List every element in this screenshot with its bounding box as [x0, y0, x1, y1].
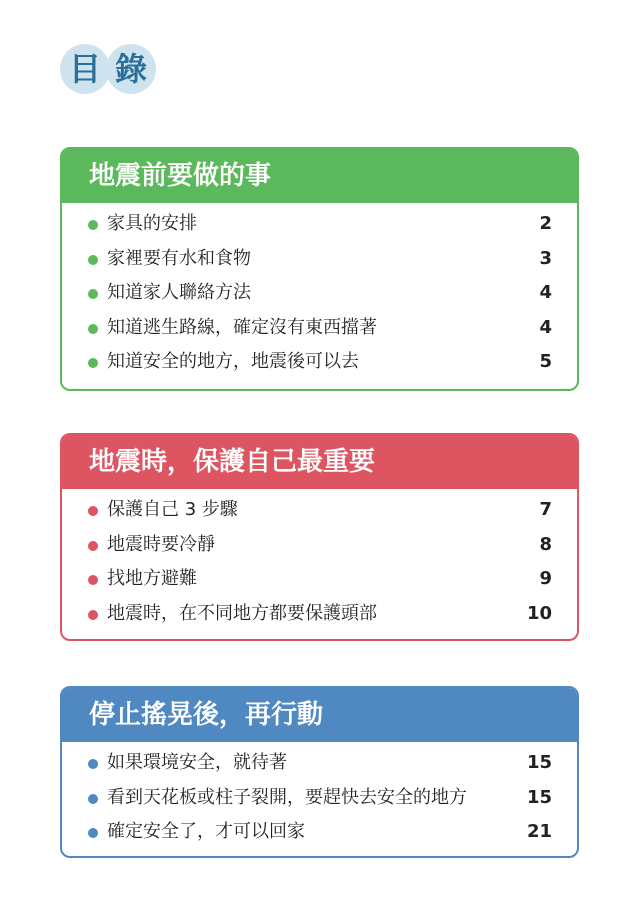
- toc-item-page: 15: [526, 752, 552, 773]
- toc-item-label: 確定安全了，才可以回家: [107, 821, 305, 842]
- title-char-1: 目: [68, 50, 101, 88]
- toc-item-label: 地震時要冷靜: [107, 533, 215, 555]
- title-char-2: 錄: [114, 50, 147, 88]
- bullet-icon: [88, 575, 98, 585]
- bullet-icon: [88, 324, 98, 334]
- toc-item[interactable]: [62, 564, 577, 599]
- toc-item-label: 知道家人聯絡方法: [107, 282, 251, 303]
- toc-item[interactable]: [62, 347, 577, 382]
- bullet-icon: [88, 506, 98, 516]
- toc-item-page: 8: [539, 533, 552, 555]
- toc-item-label: 知道逃生路線，確定沒有東西擋著: [107, 316, 377, 338]
- toc-item-label: 如果環境安全，就待著: [107, 752, 287, 773]
- section-item-list: [62, 203, 577, 382]
- toc-item[interactable]: [62, 748, 577, 783]
- section-after-shaking: [60, 686, 579, 858]
- toc-item-page: 10: [526, 602, 552, 624]
- bullet-icon: [88, 255, 98, 265]
- bullet-icon: [88, 541, 98, 551]
- toc-item[interactable]: [62, 209, 577, 244]
- section-item-list: [62, 489, 577, 633]
- toc-item-label: 地震時，在不同地方都要保護頭部: [107, 602, 377, 624]
- toc-item-page: 4: [539, 282, 552, 303]
- toc-item[interactable]: [62, 599, 577, 634]
- section-header: 地震前要做的事: [62, 149, 577, 203]
- bullet-icon: [88, 828, 98, 838]
- toc-item-label: 家具的安排: [107, 213, 197, 234]
- toc-item-page: 15: [526, 786, 552, 808]
- bullet-icon: [88, 358, 98, 368]
- toc-item-label: 知道安全的地方，地震後可以去: [107, 351, 359, 372]
- toc-item[interactable]: [62, 817, 577, 852]
- toc-item-label: 找地方避難: [107, 568, 197, 589]
- toc-item-label: 家裡要有水和食物: [107, 247, 251, 269]
- toc-item[interactable]: [62, 495, 577, 530]
- bullet-icon: [88, 289, 98, 299]
- toc-item[interactable]: [62, 530, 577, 565]
- toc-item[interactable]: [62, 244, 577, 279]
- section-during-earthquake: [60, 433, 579, 641]
- toc-item-label: 看到天花板或柱子裂開，要趕快去安全的地方: [107, 786, 467, 808]
- bullet-icon: [88, 794, 98, 804]
- toc-item-page: 9: [539, 568, 552, 589]
- bullet-icon: [88, 610, 98, 620]
- toc-item-page: 21: [526, 821, 552, 842]
- section-header: 停止搖晃後，再行動: [62, 688, 577, 742]
- toc-item-page: 2: [539, 213, 552, 234]
- toc-item[interactable]: [62, 313, 577, 348]
- bullet-icon: [88, 759, 98, 769]
- section-header: 地震時，保護自己最重要: [62, 435, 577, 489]
- toc-item-page: 5: [539, 351, 552, 372]
- toc-title: [60, 44, 160, 94]
- toc-item[interactable]: [62, 783, 577, 818]
- section-before-earthquake: [60, 147, 579, 391]
- toc-item-page: 3: [539, 247, 552, 269]
- toc-item-label: 保護自己 3 步驟: [107, 499, 238, 520]
- toc-item-page: 7: [539, 499, 552, 520]
- bullet-icon: [88, 220, 98, 230]
- toc-item-page: 4: [539, 316, 552, 338]
- section-item-list: [62, 742, 577, 852]
- toc-item[interactable]: [62, 278, 577, 313]
